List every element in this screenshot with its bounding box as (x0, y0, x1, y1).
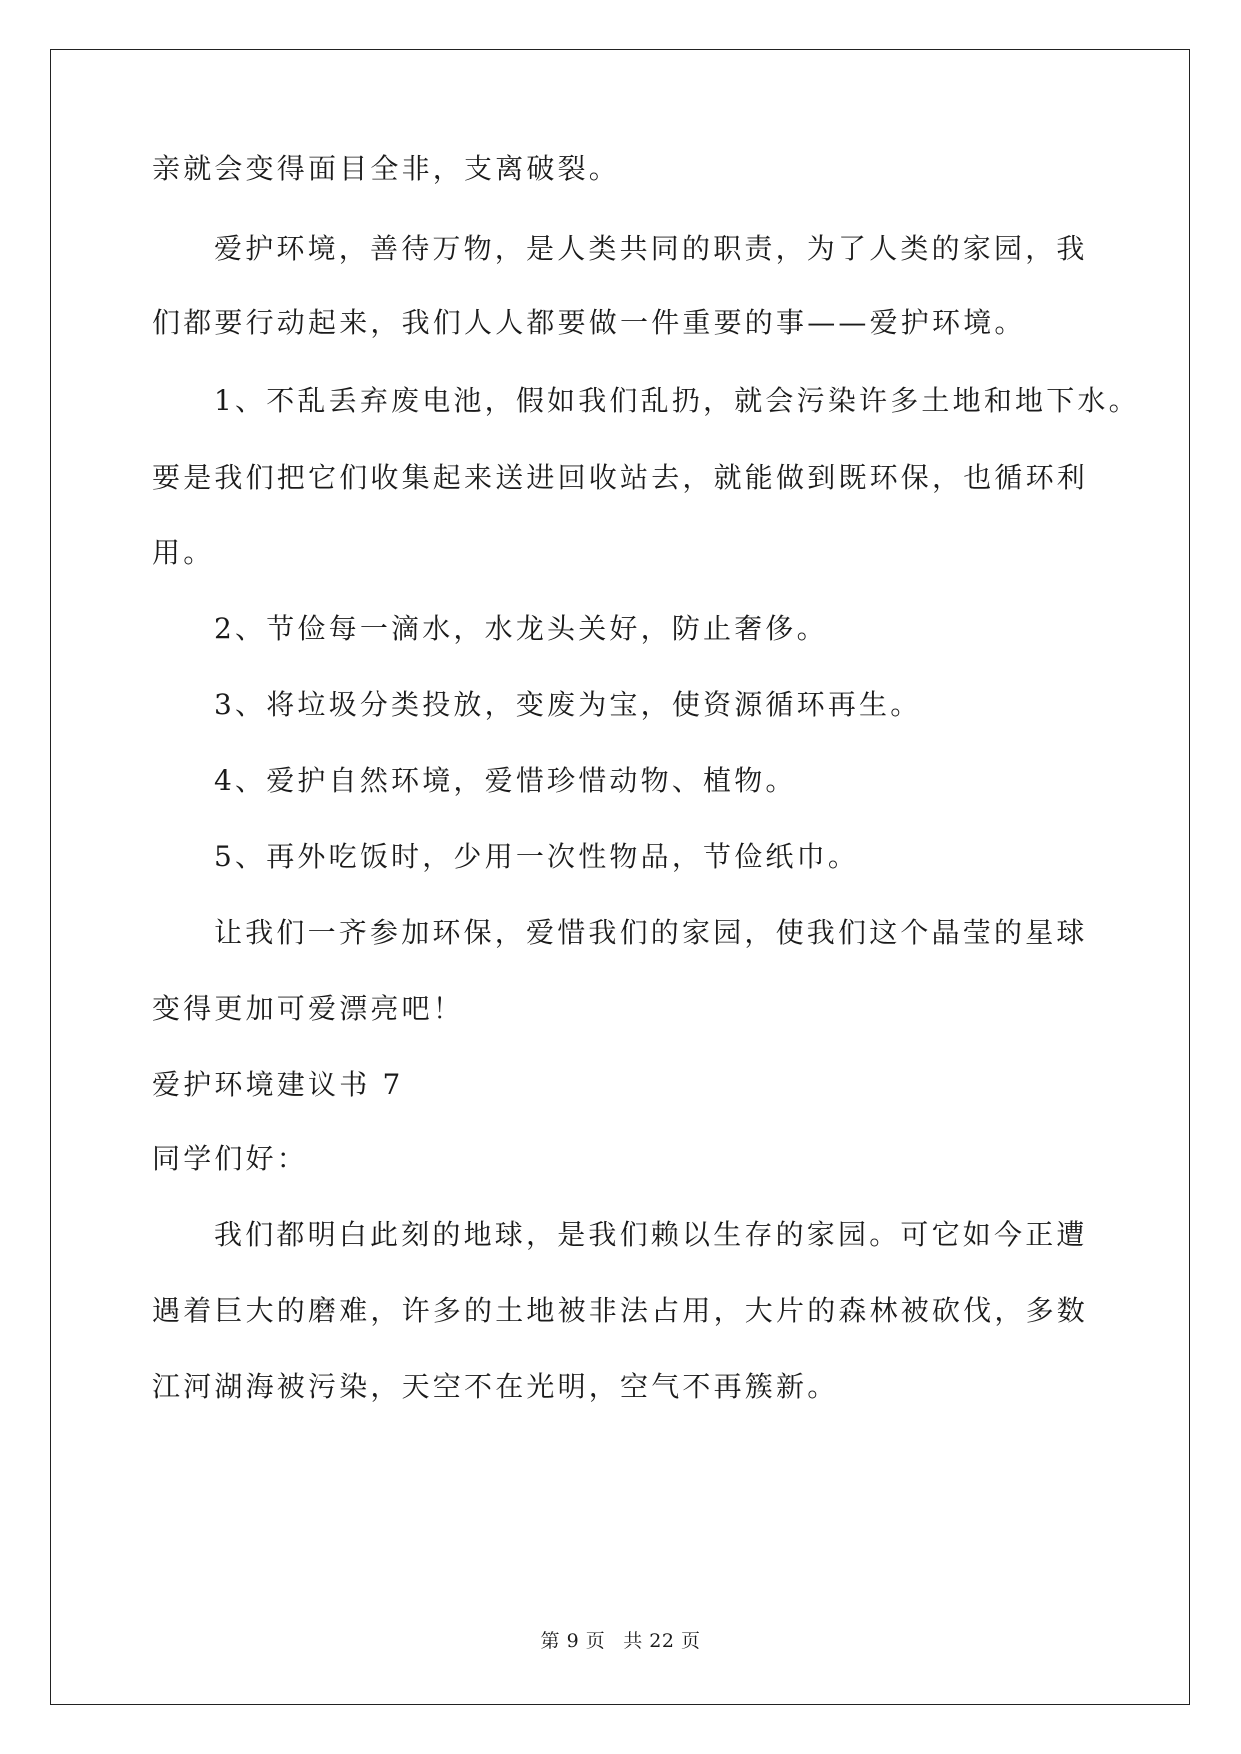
text-line: 我们都明白此刻的地球，是我们赖以生存的家园。可它如今正遭 (214, 1218, 1088, 1251)
text-line: 爱护环境，善待万物，是人类共同的职责，为了人类的家园，我 (214, 232, 1088, 265)
text-line: 用。 (152, 536, 215, 569)
text-line: 们都要行动起来，我们人人都要做一件重要的事——爱护环境。 (152, 306, 1026, 339)
text-line: 1、不乱丢弃废电池，假如我们乱扔，就会污染许多土地和地下水。 (214, 384, 1140, 417)
text-line: 遇着巨大的磨难，许多的土地被非法占用，大片的森林被砍伐，多数 (152, 1294, 1089, 1327)
text-line: 2、节俭每一滴水，水龙头关好，防止奢侈。 (214, 612, 828, 645)
text-line: 3、将垃圾分类投放，变废为宝，使资源循环再生。 (214, 688, 922, 721)
text-line: 要是我们把它们收集起来送进回收站去，就能做到既环保，也循环利 (152, 461, 1089, 494)
text-line: 4、爱护自然环境，爱惜珍惜动物、植物。 (214, 764, 797, 797)
total-pages: 共 22 页 (623, 1630, 701, 1652)
text-line: 5、再外吃饭时，少用一次性物品，节俭纸巾。 (214, 840, 860, 873)
text-line: 江河湖海被污染，天空不在光明，空气不再簇新。 (152, 1370, 839, 1403)
page-footer (0, 1629, 1241, 1653)
section-heading: 爱护环境建议书 7 (152, 1068, 404, 1101)
page-number: 第 9 页 (540, 1630, 606, 1652)
text-line: 让我们一齐参加环保，爱惜我们的家园，使我们这个晶莹的星球 (214, 916, 1088, 949)
text-line: 亲就会变得面目全非，支离破裂。 (152, 152, 621, 185)
page-border (50, 49, 1190, 1705)
salutation: 同学们好： (152, 1142, 309, 1175)
text-line: 变得更加可爱漂亮吧！ (152, 992, 465, 1025)
